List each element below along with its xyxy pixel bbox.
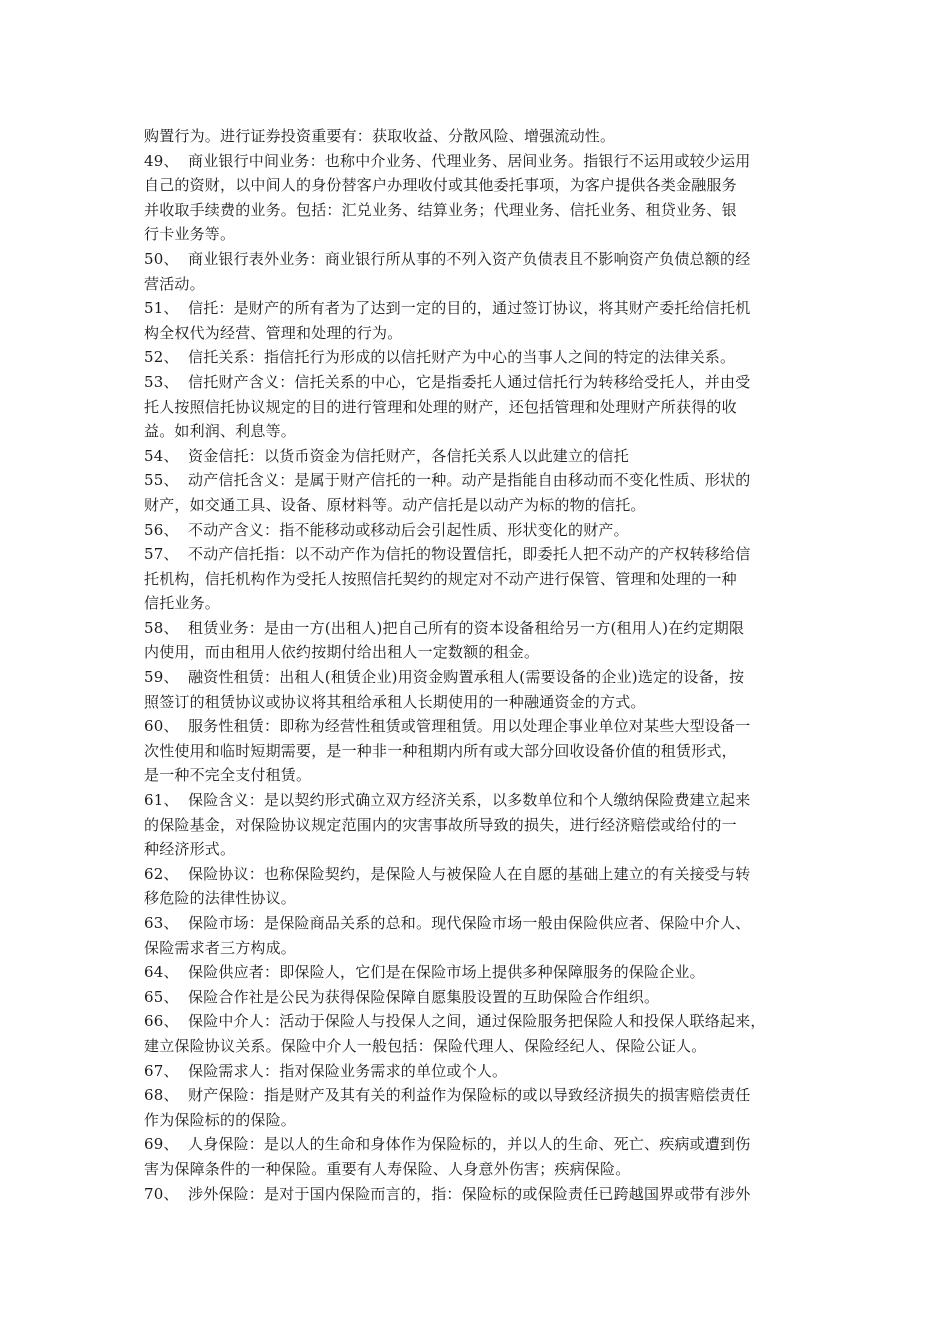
line-text: 托人按照信托协议规定的目的进行管理和处理的财产，还包括管理和处理财产所获得的收 bbox=[144, 397, 737, 416]
text-line bbox=[144, 1182, 820, 1207]
text-line bbox=[144, 960, 820, 985]
item-number: 67、 bbox=[144, 1061, 179, 1080]
item-number: 55、 bbox=[144, 471, 179, 490]
item-number: 68、 bbox=[144, 1086, 179, 1105]
line-text: 人身保险：是以人的生命和身体作为保险标的，并以人的生命、死亡、疾病或遭到伤 bbox=[188, 1135, 751, 1154]
text-line bbox=[144, 542, 820, 567]
line-text: 保险合作社是公民为获得保险保障自愿集股设置的互助保险合作组织。 bbox=[188, 987, 660, 1006]
text-line bbox=[144, 911, 820, 936]
line-text: 自己的资财，以中间人的身份替客户办理收付或其他委托事项，为客户提供各类金融服务 bbox=[144, 176, 737, 195]
text-line bbox=[144, 788, 820, 813]
line-text: 种经济形式。 bbox=[144, 840, 236, 859]
text-line bbox=[144, 124, 820, 149]
text-line bbox=[144, 493, 820, 518]
text-line bbox=[144, 173, 820, 198]
item-number: 69、 bbox=[144, 1135, 179, 1154]
line-text: 保险供应者：即保险人，它们是在保险市场上提供多种保障服务的保险企业。 bbox=[188, 963, 705, 982]
line-text: 财产保险：指是财产及其有关的利益作为保险标的或以导致经济损失的损害赔偿责任 bbox=[188, 1086, 751, 1105]
line-text: 建立保险协议关系。保险中介人一般包括：保险代理人、保险经纪人、保险公证人。 bbox=[144, 1036, 707, 1055]
line-text: 信托关系：指信托行为形成的以信托财产为中心的当事人之间的特定的法律关系。 bbox=[188, 348, 736, 367]
line-text: 保险市场：是保险商品关系的总和。现代保险市场一般由保险供应者、保险中介人、 bbox=[188, 914, 751, 932]
line-text: 保险含义：是以契约形式确立双方经济关系，以多数单位和个人缴纳保险费建立起来 bbox=[188, 791, 751, 810]
text-line bbox=[144, 1059, 820, 1084]
line-text: 的保险基金，对保险协议规定范围内的灾害事故所导致的损失，进行经济赔偿或给付的一 bbox=[144, 815, 737, 834]
line-text: 移危险的法律性协议。 bbox=[144, 889, 297, 908]
line-text: 信托业务。 bbox=[144, 594, 221, 613]
text-line bbox=[144, 370, 820, 395]
text-line bbox=[144, 591, 820, 616]
item-number: 61、 bbox=[144, 791, 179, 810]
item-number: 56、 bbox=[144, 520, 179, 539]
line-text: 是一种不完全支付租赁。 bbox=[144, 766, 312, 785]
text-line bbox=[144, 985, 820, 1010]
text-line bbox=[144, 1157, 820, 1182]
line-text: 构全权代为经营、管理和处理的行为。 bbox=[144, 323, 403, 342]
text-line bbox=[144, 272, 820, 297]
text-line bbox=[144, 444, 820, 469]
text-line bbox=[144, 1083, 820, 1108]
line-text: 不动产含义：指不能移动或移动后会引起性质、形状变化的财产。 bbox=[188, 520, 629, 539]
text-line bbox=[144, 1108, 820, 1133]
item-number: 51、 bbox=[144, 299, 179, 318]
item-number: 50、 bbox=[144, 249, 179, 268]
item-number: 53、 bbox=[144, 372, 179, 391]
line-text: 商业银行中间业务：也称中介业务、代理业务、居间业务。指银行不运用或较少运用 bbox=[188, 151, 751, 170]
text-line bbox=[144, 714, 820, 739]
line-text: 不动产信托指：以不动产作为信托的物设置信托，即委托人把不动产的产权转移给信 bbox=[188, 545, 751, 564]
item-number: 63、 bbox=[144, 914, 179, 932]
line-text: 租赁业务：是由一方(出租人)把自己所有的资本设备租给另一方(租用人)在约定期限 bbox=[188, 618, 745, 637]
item-number: 58、 bbox=[144, 618, 179, 637]
line-text: 商业银行表外业务：商业银行所从事的不列入资产负债表且不影响资产负债总额的经 bbox=[188, 249, 751, 268]
document-page bbox=[144, 124, 820, 1206]
line-text: 照签订的租赁协议或协议将其租给承租人长期使用的一种融通资金的方式。 bbox=[144, 692, 646, 711]
text-line bbox=[144, 321, 820, 346]
line-text: 财产，如交通工具、设备、原材料等。动产信托是以动产为标的物的信托。 bbox=[144, 495, 646, 514]
item-number: 70、 bbox=[144, 1184, 179, 1203]
line-text: 资金信托：以货币资金为信托财产，各信托关系人以此建立的信托 bbox=[188, 446, 629, 465]
line-text: 信托：是财产的所有者为了达到一定的目的，通过签订协议，将其财产委托给信托机 bbox=[188, 299, 751, 318]
item-number: 64、 bbox=[144, 963, 179, 982]
line-text: 托机构，信托机构作为受托人按照信托契约的规定对不动产进行保管、管理和处理的一种 bbox=[144, 569, 737, 588]
text-line bbox=[144, 567, 820, 592]
text-line bbox=[144, 149, 820, 174]
item-number: 52、 bbox=[144, 348, 179, 367]
line-text: 保险协议：也称保险契约，是保险人与被保险人在自愿的基础上建立的有关接受与转 bbox=[188, 864, 751, 883]
text-line bbox=[144, 862, 820, 887]
text-line bbox=[144, 1009, 820, 1034]
item-number: 54、 bbox=[144, 446, 179, 465]
line-text: 动产信托含义：是属于财产信托的一种。动产是指能自由移动而不变化性质、形状的 bbox=[188, 471, 751, 490]
item-number: 65、 bbox=[144, 987, 179, 1006]
line-text: 融资性租赁：出租人(租赁企业)用资金购置承租人(需要设备的企业)选定的设备，按 bbox=[188, 668, 745, 687]
text-line bbox=[144, 837, 820, 862]
line-text: 作为保险标的的保险。 bbox=[144, 1110, 297, 1129]
line-text: 内使用，而由租用人依约按期付给出租人一定数额的租金。 bbox=[144, 643, 540, 662]
line-text: 益。如利润、利息等。 bbox=[144, 422, 297, 441]
item-number: 59、 bbox=[144, 668, 179, 687]
text-line bbox=[144, 665, 820, 690]
line-text: 次性使用和临时短期需要，是一种非一种租期内所有或大部分回收设备价值的租赁形式， bbox=[144, 741, 737, 760]
line-text: 行卡业务等。 bbox=[144, 225, 236, 244]
text-line bbox=[144, 1034, 820, 1059]
text-line bbox=[144, 936, 820, 961]
text-line bbox=[144, 468, 820, 493]
item-number: 49、 bbox=[144, 151, 179, 170]
line-text: 保险中介人：活动于保险人与投保人之间，通过保险服务把保险人和投保人联络起来， bbox=[188, 1012, 766, 1031]
text-line bbox=[144, 518, 820, 543]
text-line bbox=[144, 813, 820, 838]
line-text: 涉外保险：是对于国内保险而言的，指：保险标的或保险责任已跨越国界或带有涉外 bbox=[188, 1184, 751, 1203]
item-number: 66、 bbox=[144, 1012, 179, 1031]
line-text: 并收取手续费的业务。包括：汇兑业务、结算业务；代理业务、信托业务、租贷业务、银 bbox=[144, 200, 737, 219]
line-text: 害为保障条件的一种保险。重要有人寿保险、人身意外伤害；疾病保险。 bbox=[144, 1159, 631, 1178]
text-line bbox=[144, 419, 820, 444]
text-line bbox=[144, 395, 820, 420]
item-number: 60、 bbox=[144, 717, 179, 736]
text-line bbox=[144, 222, 820, 247]
text-line bbox=[144, 345, 820, 370]
line-text: 信托财产含义：信托关系的中心，它是指委托人通过信托行为转移给受托人，并由受 bbox=[188, 372, 751, 391]
text-line bbox=[144, 616, 820, 641]
text-line bbox=[144, 886, 820, 911]
text-line bbox=[144, 640, 820, 665]
line-text: 保险需求者三方构成。 bbox=[144, 938, 297, 957]
text-line bbox=[144, 247, 820, 272]
line-text: 服务性租赁：即称为经营性租赁或管理租赁。用以处理企事业单位对某些大型设备一 bbox=[188, 717, 751, 736]
text-line bbox=[144, 198, 820, 223]
text-line bbox=[144, 763, 820, 788]
line-text: 营活动。 bbox=[144, 274, 205, 293]
line-text: 保险需求人：指对保险业务需求的单位或个人。 bbox=[188, 1061, 508, 1080]
item-number: 57、 bbox=[144, 545, 179, 564]
text-line bbox=[144, 1132, 820, 1157]
item-number: 62、 bbox=[144, 864, 179, 883]
line-text: 购置行为。进行证券投资重要有：获取收益、分散风险、增强流动性。 bbox=[144, 127, 616, 145]
text-line bbox=[144, 739, 820, 764]
text-line bbox=[144, 296, 820, 321]
text-line bbox=[144, 690, 820, 715]
